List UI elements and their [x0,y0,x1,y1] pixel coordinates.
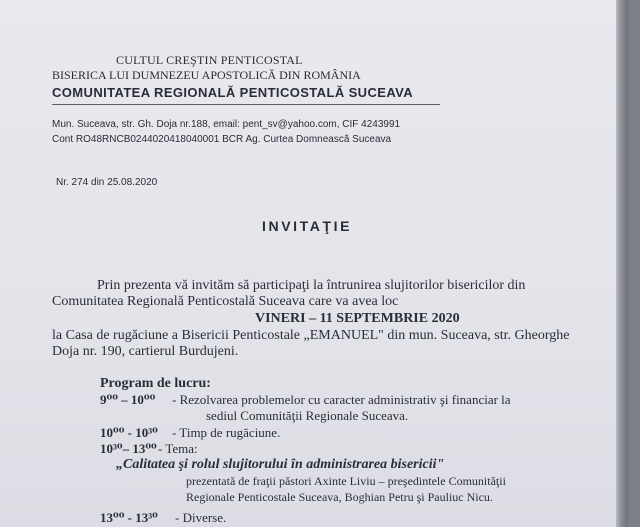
program-text: - Rezolvarea problemelor cu caracter administrativ şi financiar la [172,392,511,407]
program-presenters: prezentată de fraţii păstori Axinte Liviu – preşedintele Comunităţii [186,474,506,488]
header-bank-account: Cont RO48RNCB0244020418040001 BCR Ag. Curtea Domnească Suceava [52,134,392,145]
header-church: BISERICA LUI DUMNEZEU APOSTOLICĂ DIN ROMÂNIA [52,68,361,82]
program-theme: „Calitatea şi rolul slujitorului în administrarea bisericii" [116,457,445,472]
header-address: Mun. Suceava, str. Gh. Doja nr.188, email: pent_sv@yahoo.com, CIF 4243991 [52,119,401,130]
program-presenters-continued: Regionale Penticostale Suceava, Boghian Petru şi Pauliuc Nicu. [186,490,493,504]
document-number: Nr. 274 din 25.08.2020 [56,177,158,188]
body-line-4: Doja nr. 190, cartierul Burdujeni. [52,344,239,359]
header-community: COMUNITATEA REGIONALĂ PENTICOSTALĂ SUCEAVA [52,85,414,100]
program-time: 10³⁰– 13⁰⁰ [100,441,157,456]
page-edge-shadow [616,0,628,527]
program-heading: Program de lucru: [100,376,211,391]
program-text: - Timp de rugăciune. [172,425,281,440]
event-date: VINERI – 11 SEPTEMBRIE 2020 [255,311,460,326]
program-text: - Tema: [158,441,198,456]
program-text-continued: sediul Comunităţii Regionale Suceava. [206,408,409,423]
body-line-3: la Casa de rugăciune a Bisericii Penticostale „EMANUEL" din mun. Suceava, str. Gheorghe [52,328,570,343]
program-time: 9⁰⁰ – 10⁰⁰ [100,392,156,407]
program-time: 13⁰⁰ - 13³⁰ [100,510,158,525]
header-denomination: CULTUL CREŞTIN PENTICOSTAL [116,53,303,67]
header-divider [52,104,440,105]
document-title: INVITAŢIE [262,218,353,234]
body-line-2: Comunitatea Regională Penticostală Suceava care va avea loc [52,294,399,309]
program-text: - Diverse. [175,510,227,525]
program-time: 10⁰⁰ - 10³⁰ [100,425,158,440]
body-line-1: Prin prezenta vă invităm să participaţi la întrunirea slujitorilor bisericilor din [97,278,526,293]
